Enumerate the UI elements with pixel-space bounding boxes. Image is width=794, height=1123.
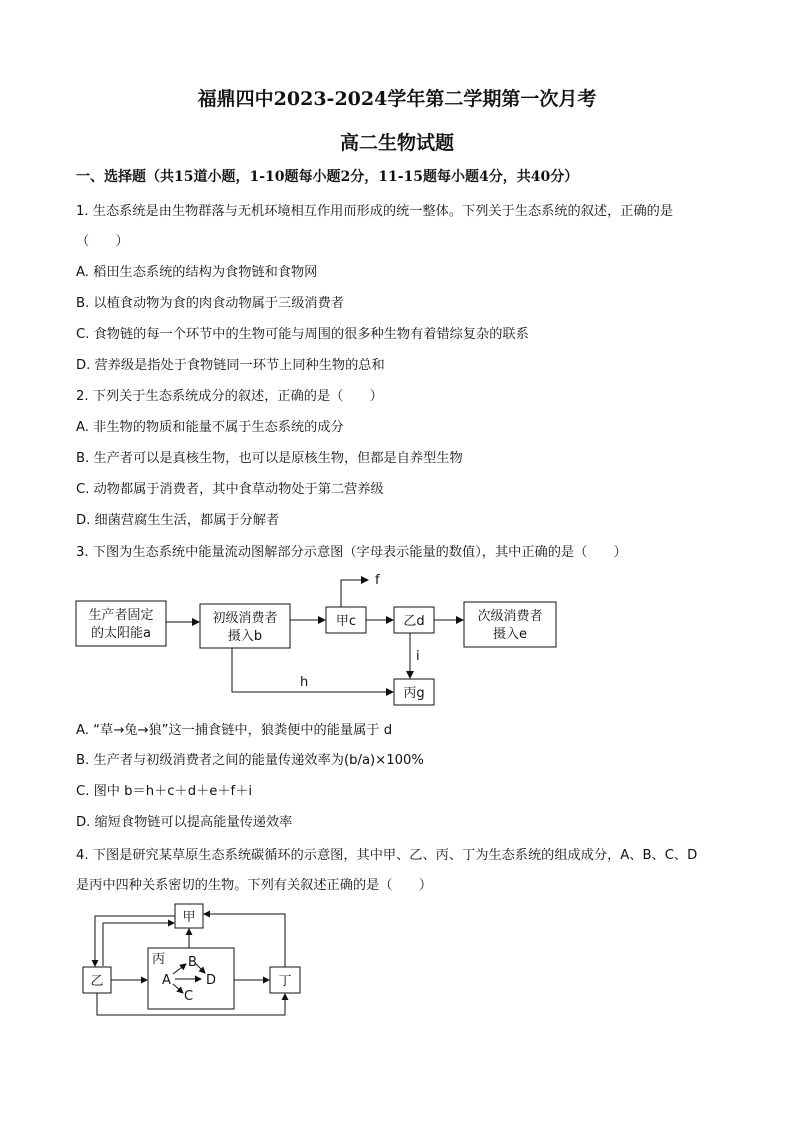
- q1-option-d: D. 营养级是指处于食物链同一环节上同种生物的总和: [76, 358, 385, 373]
- q1-option-c: C. 食物链的每一个环节中的生物可能与周围的很多种生物有着错综复杂的联系: [76, 327, 529, 342]
- organism-b-label: B: [188, 955, 197, 970]
- q3-stem: 3. 下图为生态系统中能量流动图解部分示意图（字母表示能量的数值），其中正确的是（ ）: [76, 545, 627, 560]
- q4-stem: 4. 下图是研究某草原生态系统碳循环的示意图，其中甲、乙、丙、丁为生态系统的组成成分，A、B、C、D: [76, 848, 698, 863]
- yi-label: 乙d: [403, 614, 425, 629]
- q4-stem-2: 是丙中四种关系密切的生物。下列有关叙述正确的是（ ）: [76, 878, 433, 893]
- q1-option-b: B. 以植食动物为食的肉食动物属于三级消费者: [76, 296, 344, 311]
- producer-label-1: 生产者固定: [88, 608, 154, 623]
- ding-node-label: 丁: [278, 974, 292, 989]
- yi-node-label: 乙: [90, 974, 104, 989]
- q3-option-a: A. “草→兔→狼”这一捕食链中，狼粪便中的能量属于 d: [76, 723, 393, 738]
- section-heading: 一、选择题（共15道小题，1-10题每小题2分，11-15题每小题4分，共40分）: [76, 169, 579, 185]
- q3-option-c: C. 图中 b＝h＋c＋d＋e＋f＋i: [76, 784, 253, 799]
- i-label: i: [416, 649, 420, 664]
- h-label: h: [300, 675, 309, 690]
- q2-stem: 2. 下列关于生态系统成分的叙述，正确的是（ ）: [76, 389, 383, 404]
- secondary-label-2: 摄入e: [493, 627, 527, 642]
- energy-flow-diagram: [0, 560, 794, 715]
- q2-option-a: A. 非生物的物质和能量不属于生态系统的成分: [76, 420, 344, 435]
- q2-option-b: B. 生产者可以是真核生物，也可以是原核生物，但都是自养型生物: [76, 451, 463, 466]
- q1-option-a: A. 稻田生态系统的结构为食物链和食物网: [76, 265, 318, 280]
- organism-c-label: C: [184, 989, 194, 1004]
- q3-option-d: D. 缩短食物链可以提高能量传递效率: [76, 815, 293, 830]
- q3-option-b: B. 生产者与初级消费者之间的能量传递效率为(b/a)×100%: [76, 753, 424, 768]
- jia-node-label: 甲: [182, 910, 196, 925]
- bing-label: 丙g: [403, 686, 425, 701]
- q2-option-d: D. 细菌营腐生生活，都属于分解者: [76, 513, 280, 528]
- exam-subtitle: 高二生物试题: [339, 132, 454, 154]
- primary-label-1: 初级消费者: [212, 611, 278, 626]
- carbon-cycle-diagram: [0, 895, 794, 1025]
- producer-label-2: 的太阳能a: [91, 626, 151, 641]
- organism-a-label: A: [162, 973, 171, 988]
- q2-option-c: C. 动物都属于消费者，其中食草动物处于第二营养级: [76, 482, 384, 497]
- f-label: f: [375, 573, 380, 588]
- organism-d-label: D: [206, 973, 217, 988]
- jia-label: 甲c: [335, 614, 357, 629]
- bing-node-label: 丙: [152, 952, 166, 967]
- primary-label-2: 摄入b: [227, 629, 263, 644]
- q1-stem: 1. 生态系统是由生物群落与无机环境相互作用而形成的统一整体。下列关于生态系统的叙述，正确的是: [76, 204, 674, 219]
- secondary-label-1: 次级消费者: [477, 609, 543, 624]
- exam-title: 福鼎四中2023-2024学年第二学期第一次月考: [197, 88, 597, 110]
- q1-stem-blank: （ ）: [76, 234, 129, 249]
